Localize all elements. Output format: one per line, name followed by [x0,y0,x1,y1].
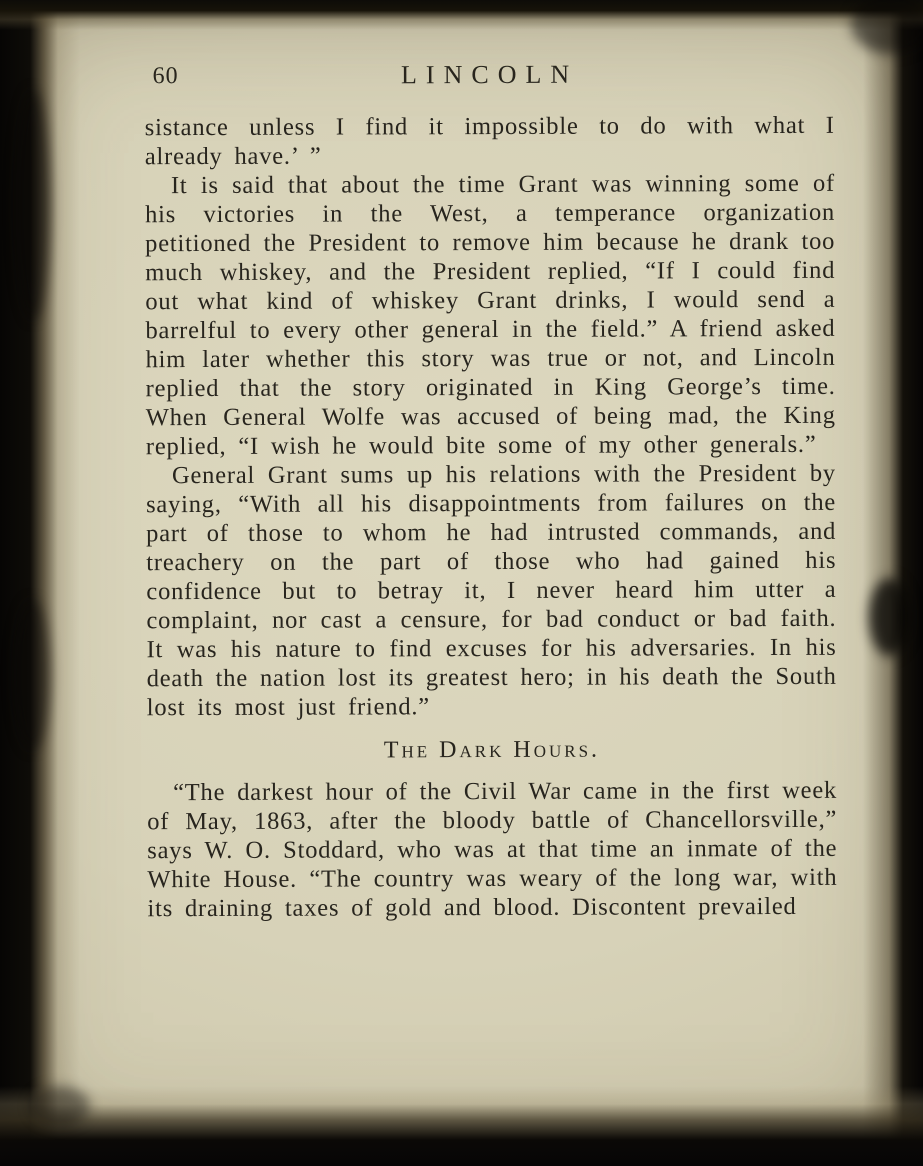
scan-blotch [869,578,911,656]
paragraph-continuation: sistance unless I find it impossible to do with what I already have.’ ” [144,111,835,171]
page-header [144,51,834,113]
scan-blotch [30,1086,90,1126]
page-edge-shadow-bottom [0,1086,923,1166]
binding-shadow-left [0,0,80,1166]
page-edge-shadow-top [0,0,923,30]
page-edge-shadow-right [863,0,923,1166]
scan-blotch [851,0,923,54]
scan-blotch [14,600,50,750]
running-title: LINCOLN [400,59,579,90]
body-text [145,111,838,923]
section-heading: The Dark Hours. [383,736,601,764]
page-number: 60 [152,63,179,90]
paragraph-grant-tribute: General Grant sums up his relations with the President by saying, “With all his disappointments from failures on the part of those to whom he had intrusted commands, and treachery on the part of those who had gained his confidence but to betray it, I never heard him utter a complaint, nor cast a censure, for bad conduct or bad faith. It was his nature to find excuses for his adversaries. In his death the nation lost its greatest hero; in his death the South lost its most just friend.” [146,459,837,722]
paragraph-dark-hours: “The darkest hour of the Civil War came in the first week of May, 1863, after the bloody battle of Chancellorsville,” says W. O. Stoddard, who was at that time an inmate of the White House. “The country was weary of the long war, with its draining taxes of gold and blood. Discontent prevailed [147,776,838,923]
paragraph-grant-whiskey: It is said that about the time Grant was winning some of his victories in the West, a temperance organization petitioned the President to remove him because he drank too much whiskey, and the President replied, “If I could find out what kind of whiskey Grant drinks, I would send a barrelful to every other general in the field.” A friend asked him later whether this story was true or not, and Lincoln replied that the story originated in King George’s time. When General Wolfe was accused of being mad, the King replied, “I wish he would bite some of my other generals.” [145,169,836,461]
book-page [144,51,837,923]
scan-blotch [16,90,50,320]
